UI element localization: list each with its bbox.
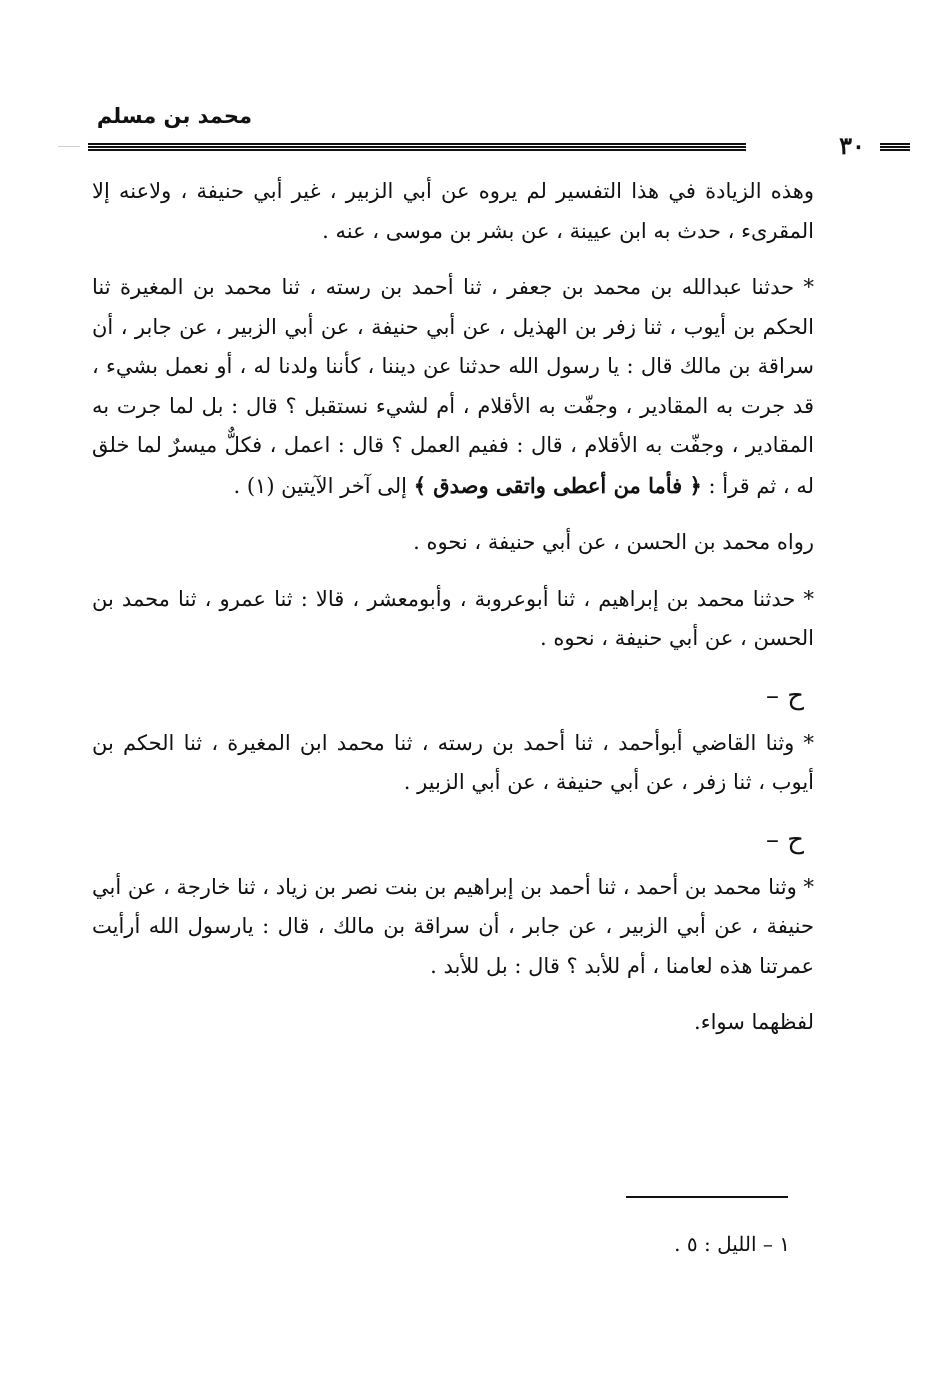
header-rule-long: [88, 143, 746, 151]
scan-artifact-mark: [58, 146, 80, 147]
footnote-rule: [626, 1196, 788, 1198]
running-header-title: محمد بن مسلم: [96, 104, 252, 128]
paragraph-5: * وثنا القاضي أبوأحمد ، ثنا أحمد بن رسته ، ثنا محمد ابن المغيرة ، ثنا الحكم بن أيوب ، ثنا زفر ، عن أبي حنيفة ، عن أبي الزبير .: [92, 730, 814, 794]
paragraph-4: * حدثنا محمد بن إبراهيم ، ثنا أبوعروبة ، وأبومعشر ، قالا : ثنا عمرو ، ثنا محمد بن الحسن ، عن أبي حنيفة ، نحوه .: [92, 586, 814, 650]
footnote-1: ١ – الليل : ٥ .: [674, 1232, 790, 1256]
paragraph-3: رواه محمد بن الحسن ، عن أبي حنيفة ، نحوه .: [413, 530, 814, 554]
tahwil-separator-1: ح –: [765, 680, 804, 711]
page-number: ٣٠: [839, 131, 865, 160]
quran-quote: ﴿ فأما من أعطى واتقى وصدق ﴾: [413, 472, 702, 498]
paragraph-2: [92, 268, 814, 506]
paragraph-2-text: * حدثنا عبدالله بن محمد بن جعفر ، ثنا أحمد بن رسته ، ثنا محمد بن المغيرة ثنا الحكم بن أيوب ، ثنا زفر بن الهذيل ، عن أبي حنيفة ، عن أبي الزبير ، عن جابر ، أن سراقة بن مالك قال : يا رسول الله حدثنا عن ديننا ، كأننا ولدنا له ، أو نعمل بشيء ، قد جرت به المقادير ، وجفّت به الأقلام ، أم لشيء نستقبل ؟ قال : بل لما جرت به المقادير ، وجفّت به الأقلام ، قال : ففيم العمل ؟ قال : اعمل ، فكلٌّ ميسرٌ لما خلق له ، ثم قرأ :: [92, 275, 814, 498]
closing-line: لفظهما سواء.: [694, 1010, 814, 1034]
header-rule: [88, 131, 865, 160]
tahwil-separator-2: ح –: [765, 824, 804, 855]
body-text: [92, 172, 814, 1060]
paragraph-1: وهذه الزيادة في هذا التفسير لم يروه عن أبي الزبير ، غير أبي حنيفة ، ولاعنه إلا المقرىء ، حدث به ابن عيينة ، عن بشر بن موسى ، عنه .: [92, 179, 814, 243]
paragraph-2-tail: إلى آخر الآيتين (١) .: [233, 473, 407, 498]
paragraph-6: * وثنا محمد بن أحمد ، ثنا أحمد بن إبراهيم بن بنت نصر بن زياد ، ثنا خارجة ، عن أبي حنيفة ، عن أبي الزبير ، عن جابر ، أن سراقة بن مالك ، قال : يارسول الله أرأيت عمرتنا هذه لعامنا ، أم للأبد ؟ قال : بل للأبد .: [92, 874, 814, 978]
header-rule-short: [880, 143, 910, 151]
